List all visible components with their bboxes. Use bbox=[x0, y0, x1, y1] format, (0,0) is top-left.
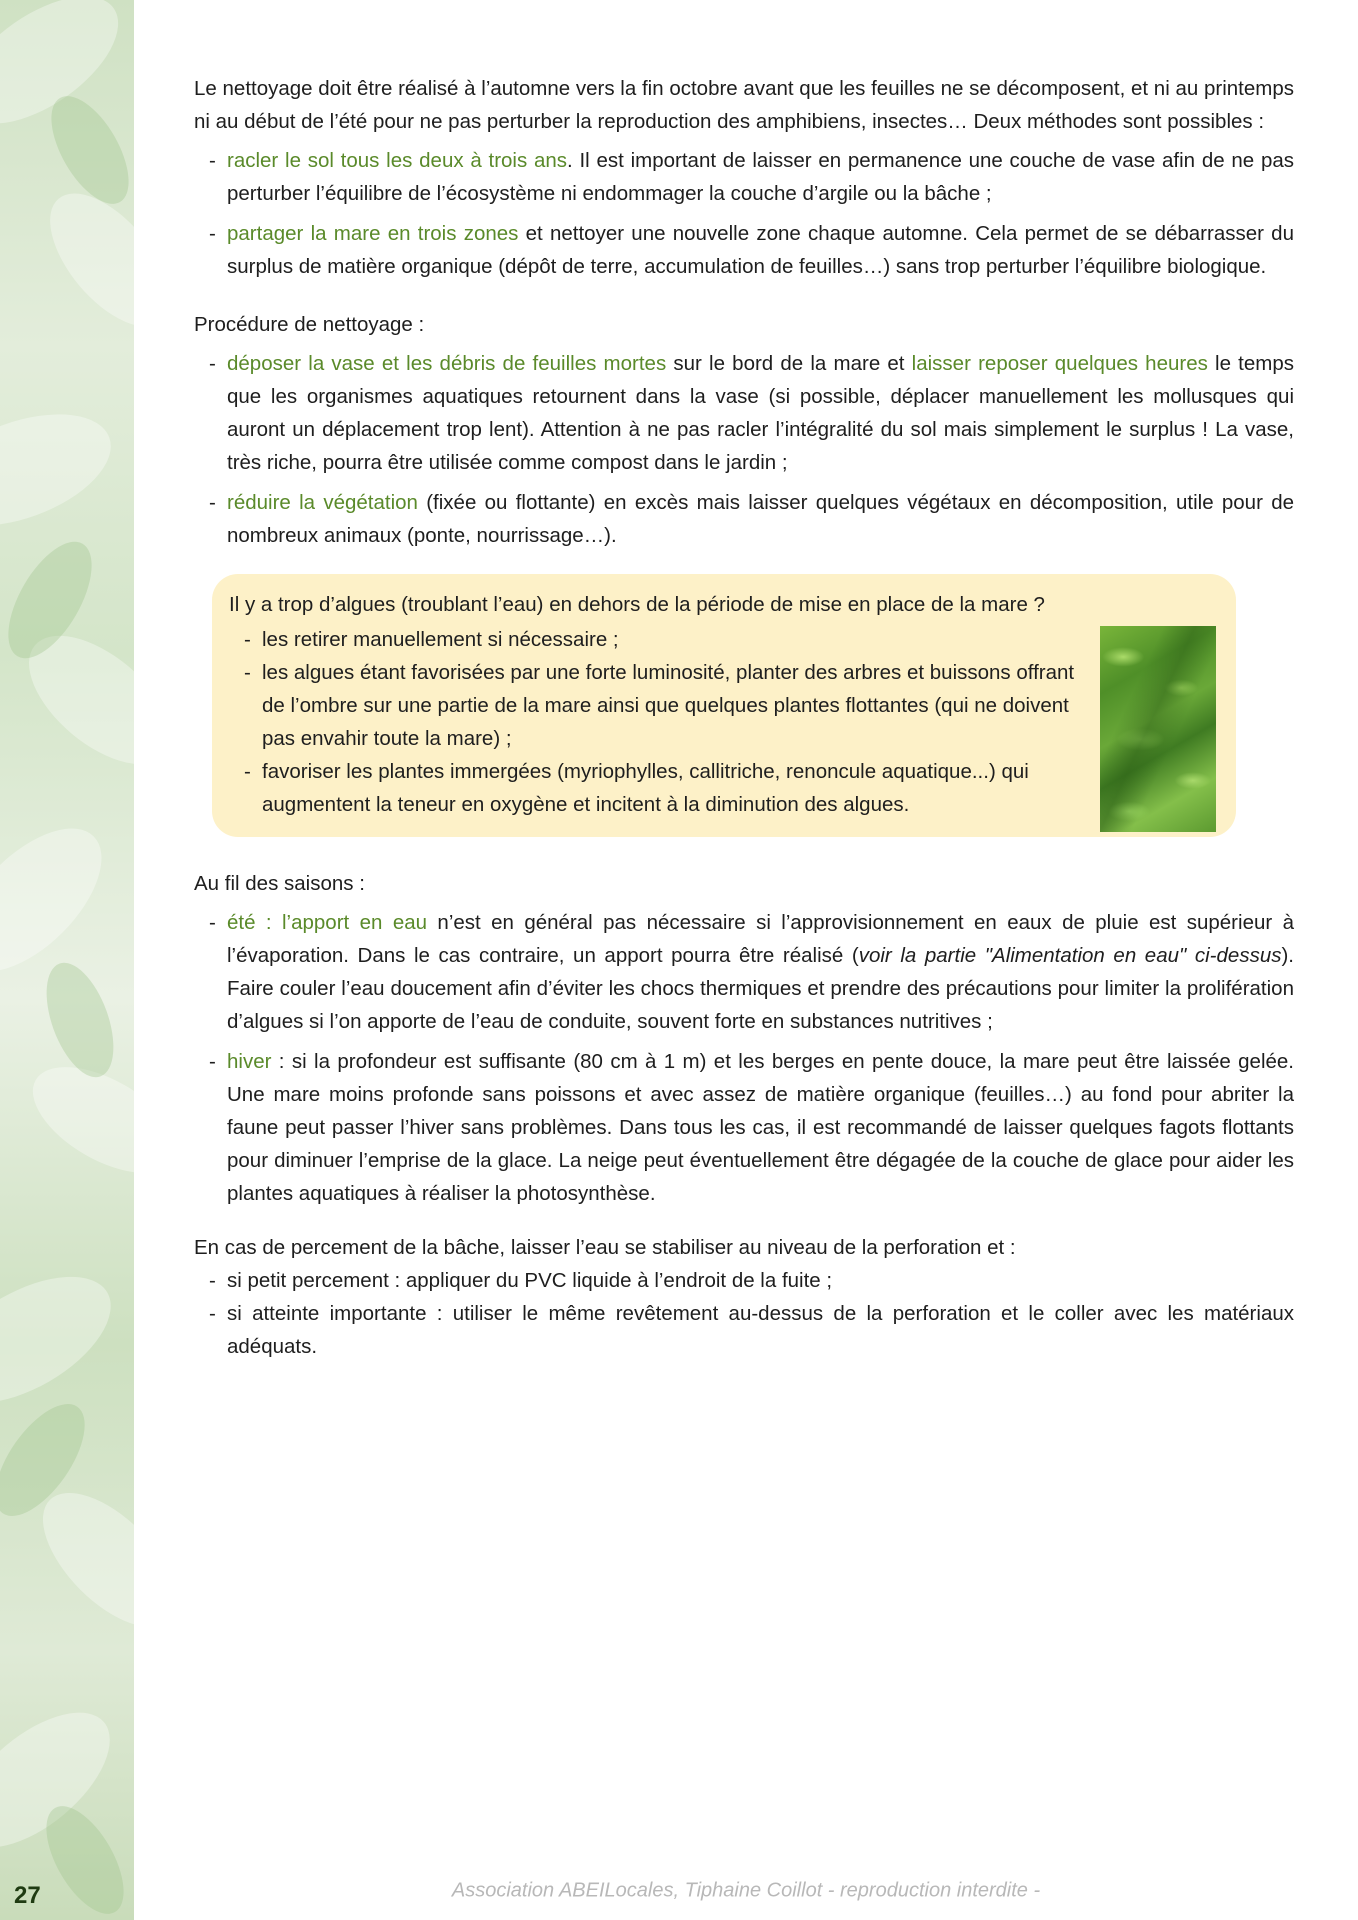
algae-photo bbox=[1100, 626, 1216, 832]
highlight-text: réduire la végétation bbox=[227, 491, 418, 514]
list-item: - les algues étant favorisées par une forte luminosité, planter des arbres et buissons offrant de l’ombre sur une partie de la mare ainsi que quelques plantes flottantes (qui ne doivent pas envahir toute la mare) ; bbox=[229, 656, 1089, 755]
item-text: sur le bord de la mare et bbox=[666, 352, 912, 375]
item-text: : si la profondeur est suffisante (80 cm à 1 m) et les berges en pente douce, la mare peut être laissée gelée. Une mare moins profonde sans poissons et avec assez de matière organique (feuilles…) au fond pour abriter la faune peut passer l’hiver sans problèmes. Dans tous les cas, il est recommandé de laisser quelques fagots flottants pour diminuer l’emprise de la glace. La neige peut éventuellement être dégagée de la couche de glace pour aider les plantes aquatiques à réaliser la photosynthèse. bbox=[227, 1050, 1294, 1205]
page-number: 27 bbox=[14, 1882, 41, 1909]
list-item: - les retirer manuellement si nécessaire ; bbox=[229, 623, 1089, 656]
list-item: - si atteinte importante : utiliser le même revêtement au-dessus de la perforation et le coller avec les matériaux adéquats. bbox=[194, 1297, 1294, 1363]
algae-callout-box bbox=[212, 574, 1236, 837]
item-text: le temps que les organismes aquatiques retournent dans la vase (si possible, déplacer manuellement les mollusques qui auront un déplacement trop lent). Attention à ne pas racler l’intégralité du sol mais simplement le surplus ! La vase, très riche, pourra être utilisée comme compost dans le jardin ; bbox=[227, 352, 1295, 474]
callout-list bbox=[229, 623, 1089, 821]
cross-reference: voir la partie "Alimentation en eau" ci-dessus bbox=[858, 944, 1282, 967]
list-item: - favoriser les plantes immergées (myriophylles, callitriche, renoncule aquatique...) qui augmentent la teneur en oxygène et incitent à la diminution des algues. bbox=[229, 755, 1089, 821]
highlight-text: laisser reposer quelques heures bbox=[911, 352, 1208, 375]
puncture-list bbox=[194, 1264, 1294, 1363]
intro-lead: Le nettoyage doit être réalisé à l’automne vers la fin octobre bbox=[194, 77, 738, 100]
list-item bbox=[194, 906, 1294, 1038]
section-heading: Procédure de nettoyage bbox=[194, 313, 413, 336]
item-text: ). Faire couler l’eau doucement afin d’éviter les chocs thermiques et prendre des précautions pour limiter la prolifération d’algues si l’on apporte de l’eau de conduite, souvent forte en substances nutritives ; bbox=[227, 944, 1294, 1033]
list-item: - si petit percement : appliquer du PVC liquide à l’endroit de la fuite ; bbox=[194, 1264, 1294, 1297]
list-item bbox=[194, 1045, 1294, 1210]
decorative-leaf-band bbox=[0, 0, 134, 1920]
list-item bbox=[194, 486, 1294, 552]
heading-colon: : bbox=[412, 313, 425, 336]
procedure-heading bbox=[194, 308, 1294, 341]
page-content bbox=[194, 72, 1294, 1363]
section-heading: Au fil des saisons bbox=[194, 872, 354, 895]
item-text: et nettoyer une nouvelle zone chaque automne. Cela permet de se débarrasser du surplus de matière organique (dépôt de terre, accumulation de feuilles…) sans trop perturber l’équilibre biologique. bbox=[227, 222, 1294, 278]
heading-colon: : bbox=[353, 872, 365, 895]
leaf-pattern-icon bbox=[0, 0, 134, 1920]
list-item bbox=[194, 217, 1294, 283]
footer-copyright: Association ABEILocales, Tiphaine Coillot - reproduction interdite - bbox=[451, 1879, 1041, 1902]
item-text: . Il est important de laisser en permanence une couche de vase afin de ne pas perturber l’équilibre de l’écosystème ni endommager la couche d’argile ou la bâche ; bbox=[227, 149, 1294, 205]
callout-title: Il y a trop d’algues (troublant l’eau) en dehors de la période de mise en place de la mare ? bbox=[229, 593, 1045, 616]
procedure-list bbox=[194, 347, 1294, 552]
seasons-list bbox=[194, 906, 1294, 1210]
puncture-text: , laisser l’eau se stabiliser au niveau de la perforation et : bbox=[499, 1236, 1016, 1259]
puncture-lead: En cas de percement de la bâche bbox=[194, 1236, 500, 1259]
highlight-text: hiver bbox=[227, 1050, 272, 1073]
item-text: n’est en général pas nécessaire si l’approvisionnement en eaux de pluie est supérieur à l’évaporation. Dans le cas contraire, un apport pourra être réalisé ( bbox=[227, 911, 1294, 967]
cleaning-methods-list bbox=[194, 144, 1294, 283]
highlight-text: racler le sol tous les deux à trois ans bbox=[227, 149, 568, 172]
item-text: (fixée ou flottante) en excès mais laisser quelques végétaux en décomposition, utile pour de nombreux animaux (ponte, nourrissage…). bbox=[227, 491, 1294, 547]
highlight-text: déposer la vase et les débris de feuilles mortes bbox=[227, 352, 667, 375]
list-item bbox=[194, 347, 1294, 479]
seasons-heading bbox=[194, 867, 1294, 900]
highlight-text: partager la mare en trois zones bbox=[227, 222, 519, 245]
puncture-paragraph bbox=[194, 1231, 1294, 1264]
intro-text: avant que les feuilles ne se décomposent, et ni au printemps ni au début de l’été pour ne pas perturber la reproduction des amphibiens, insectes… Deux méthodes sont possibles : bbox=[194, 77, 1294, 133]
highlight-text: été : l’apport en eau bbox=[227, 911, 428, 934]
list-item bbox=[194, 144, 1294, 210]
intro-paragraph bbox=[194, 72, 1294, 138]
